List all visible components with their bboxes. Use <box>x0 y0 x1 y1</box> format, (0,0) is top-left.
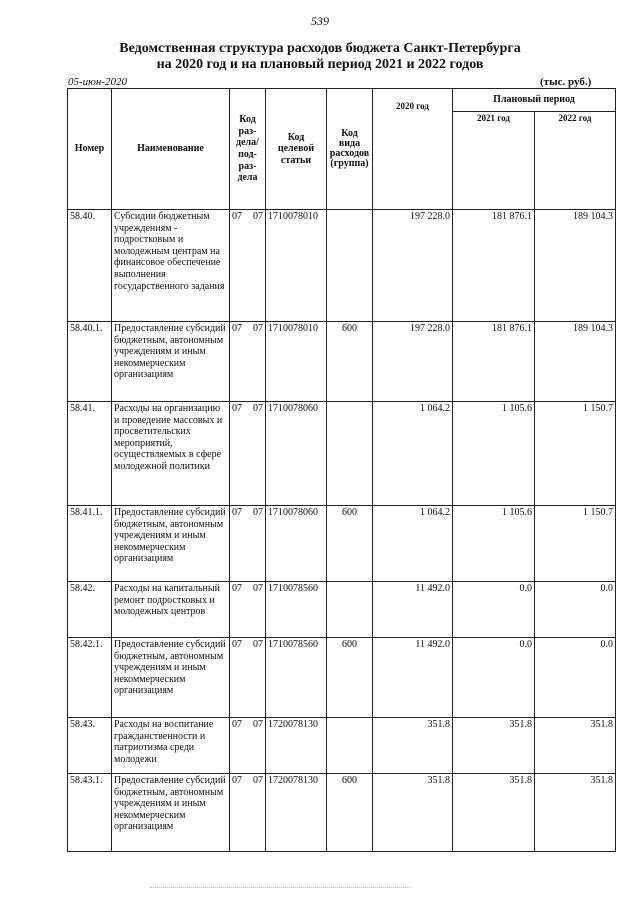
row-podrazdel: 07 <box>253 323 263 334</box>
row-target-code: 1710078010 <box>266 322 327 402</box>
row-section-code <box>230 638 266 718</box>
row-amount-2020: 351.8 <box>373 718 453 774</box>
row-target-code: 1720078130 <box>266 774 327 852</box>
row-name: Предоставление субсидий бюджетным, автономным учреждениям и иным некоммерческим организациям <box>112 506 230 582</box>
row-number: 58.41. <box>68 402 112 506</box>
row-expense-kind: 600 <box>327 506 373 582</box>
row-amount-2021: 351.8 <box>453 718 535 774</box>
page-footer-divider <box>150 887 410 889</box>
header-2022: 2022 год <box>535 112 616 210</box>
row-number: 58.43. <box>68 718 112 774</box>
row-section-code <box>230 506 266 582</box>
table-row <box>68 322 616 402</box>
header-section <box>230 89 266 210</box>
header-target-line: статьи <box>280 154 312 166</box>
header-kind-line: расходов <box>329 148 370 159</box>
row-expense-kind <box>327 210 373 322</box>
row-number: 58.43.1. <box>68 774 112 852</box>
row-number: 58.40. <box>68 210 112 322</box>
row-expense-kind <box>327 402 373 506</box>
row-target-code: 1710078060 <box>266 506 327 582</box>
row-section-code <box>230 718 266 774</box>
row-number: 58.40.1. <box>68 322 112 402</box>
header-section-line: раз- <box>238 160 257 172</box>
row-amount-2020: 1 064.2 <box>373 402 453 506</box>
row-razdel: 07 <box>232 719 242 730</box>
row-amount-2022: 1 150.7 <box>535 402 616 506</box>
document-title <box>0 41 640 73</box>
header-2021: 2021 год <box>453 112 535 210</box>
row-expense-kind: 600 <box>327 322 373 402</box>
title-line-1: Ведомственная структура расходов бюджета Санкт-Петербурга <box>119 41 521 56</box>
row-amount-2021: 1 105.6 <box>453 506 535 582</box>
units-label: (тыс. руб.) <box>540 76 592 88</box>
row-name: Субсидии бюджетным учреждениям - подростковым и молодежным центрам на финансовое обеспечение выполнения государственного задания <box>112 210 230 322</box>
row-razdel: 07 <box>232 583 242 594</box>
row-razdel: 07 <box>232 403 242 414</box>
row-amount-2021: 351.8 <box>453 774 535 852</box>
document-date: 05-июн-2020 <box>68 76 128 88</box>
row-target-code: 1710078010 <box>266 210 327 322</box>
row-number: 58.41.1. <box>68 506 112 582</box>
row-razdel: 07 <box>232 323 242 334</box>
row-amount-2021: 0.0 <box>453 582 535 638</box>
row-podrazdel: 07 <box>253 507 263 518</box>
row-amount-2022: 351.8 <box>535 718 616 774</box>
table-row <box>68 774 616 852</box>
header-kind-line: вида <box>338 138 361 149</box>
row-expense-kind <box>327 582 373 638</box>
row-number: 58.42.1. <box>68 638 112 718</box>
row-amount-2022: 351.8 <box>535 774 616 852</box>
row-amount-2022: 189 104.3 <box>535 210 616 322</box>
row-expense-kind: 600 <box>327 638 373 718</box>
row-section-code <box>230 402 266 506</box>
header-number: Номер <box>68 89 112 210</box>
row-amount-2022: 189 104.3 <box>535 322 616 402</box>
row-podrazdel: 07 <box>253 719 263 730</box>
row-section-code <box>230 774 266 852</box>
row-amount-2020: 197 228.0 <box>373 210 453 322</box>
row-amount-2020: 351.8 <box>373 774 453 852</box>
row-amount-2021: 1 105.6 <box>453 402 535 506</box>
row-section-code <box>230 322 266 402</box>
row-target-code: 1710078560 <box>266 638 327 718</box>
row-name: Расходы на организацию и проведение массовых и просветительских мероприятий, осуществляемых в сфере молодежной политики <box>112 402 230 506</box>
header-2020: 2020 год <box>373 89 453 210</box>
header-name: Наименование <box>112 89 230 210</box>
row-expense-kind <box>327 718 373 774</box>
row-section-code <box>230 582 266 638</box>
row-podrazdel: 07 <box>253 403 263 414</box>
budget-table <box>67 88 616 852</box>
header-target-line: целевой <box>277 143 315 155</box>
table-row <box>68 582 616 638</box>
header-section-line: под- <box>238 149 257 160</box>
row-amount-2022: 0.0 <box>535 638 616 718</box>
row-amount-2022: 1 150.7 <box>535 506 616 582</box>
row-amount-2020: 1 064.2 <box>373 506 453 582</box>
row-podrazdel: 07 <box>253 775 263 786</box>
header-plan-period: Плановый период <box>453 89 616 112</box>
row-amount-2020: 11 492.0 <box>373 582 453 638</box>
header-target-code <box>266 89 327 210</box>
table-row <box>68 402 616 506</box>
row-name: Предоставление субсидий бюджетным, автономным учреждениям и иным некоммерческим организациям <box>112 774 230 852</box>
row-number: 58.42. <box>68 582 112 638</box>
row-target-code: 1720078130 <box>266 718 327 774</box>
header-section-line: раз- <box>238 125 257 137</box>
row-amount-2022: 0.0 <box>535 582 616 638</box>
table-row <box>68 210 616 322</box>
header-kind-line: (группа) <box>330 158 369 169</box>
row-razdel: 07 <box>232 775 242 786</box>
row-name: Расходы на воспитание гражданственности и патриотизма среди молодежи <box>112 718 230 774</box>
row-amount-2021: 181 876.1 <box>453 210 535 322</box>
header-expense-kind <box>327 89 373 210</box>
row-razdel: 07 <box>232 211 242 222</box>
table-row <box>68 506 616 582</box>
row-target-code: 1710078560 <box>266 582 327 638</box>
header-section-line: дела <box>237 172 258 184</box>
row-name: Предоставление субсидий бюджетным, автономным учреждениям и иным некоммерческим организациям <box>112 638 230 718</box>
page-number: 539 <box>311 14 329 28</box>
row-name: Предоставление субсидий бюджетным, автономным учреждениям и иным некоммерческим организациям <box>112 322 230 402</box>
header-section-line: Код <box>239 114 256 126</box>
row-target-code: 1710078060 <box>266 402 327 506</box>
row-amount-2020: 11 492.0 <box>373 638 453 718</box>
row-expense-kind: 600 <box>327 774 373 852</box>
row-name: Расходы на капитальный ремонт подростковых и молодежных центров <box>112 582 230 638</box>
row-amount-2021: 0.0 <box>453 638 535 718</box>
row-podrazdel: 07 <box>253 639 263 650</box>
header-row <box>68 89 616 112</box>
row-podrazdel: 07 <box>253 583 263 594</box>
table-row <box>68 638 616 718</box>
row-razdel: 07 <box>232 507 242 518</box>
title-line-2: на 2020 год и на плановый период 2021 и 2022 годов <box>156 57 484 72</box>
table-row <box>68 718 616 774</box>
header-kind-line: Код <box>341 128 358 139</box>
header-section-line: дела/ <box>236 137 259 149</box>
row-amount-2020: 197 228.0 <box>373 322 453 402</box>
row-section-code <box>230 210 266 322</box>
header-target-line: Код <box>287 131 305 143</box>
row-razdel: 07 <box>232 639 242 650</box>
row-amount-2021: 181 876.1 <box>453 322 535 402</box>
row-podrazdel: 07 <box>253 211 263 222</box>
